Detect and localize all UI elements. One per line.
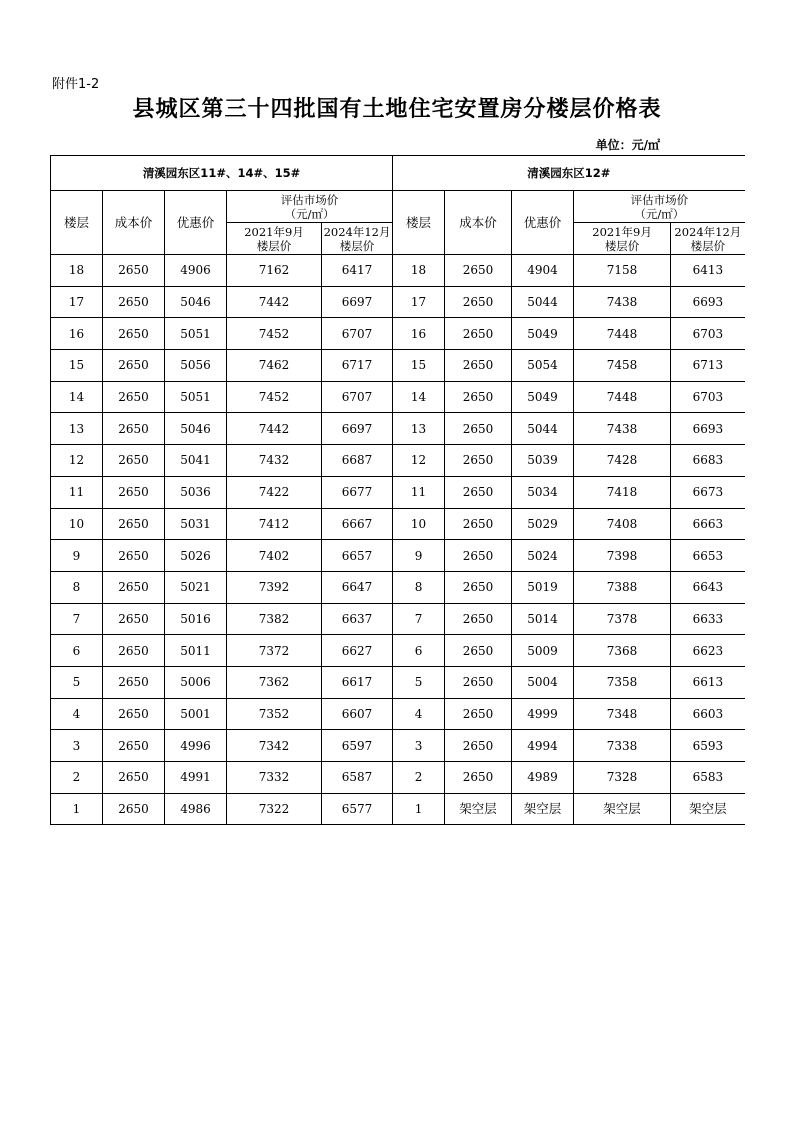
left-discount-price-cell: 5051 <box>165 318 227 350</box>
left-price-2024-cell: 6687 <box>322 445 393 477</box>
left-cost-price-cell: 2650 <box>103 730 165 762</box>
left-discount-price-cell: 4906 <box>165 255 227 287</box>
table-row <box>51 571 745 603</box>
left-price-2024-cell: 6707 <box>322 381 393 413</box>
right-cost-price-cell: 2650 <box>445 381 512 413</box>
table-row <box>51 318 745 350</box>
right-price-2021-cell: 7428 <box>574 445 671 477</box>
right-cost-price-cell: 2650 <box>445 508 512 540</box>
right-cost-price-cell: 2650 <box>445 571 512 603</box>
left-price-2024-cell: 6577 <box>322 793 393 825</box>
left-cost-price-cell: 2650 <box>103 603 165 635</box>
left-price-2024-cell: 6697 <box>322 413 393 445</box>
right-floor-cell: 16 <box>393 318 445 350</box>
right-floor-cell: 18 <box>393 255 445 287</box>
left-price-2024-cell: 6647 <box>322 571 393 603</box>
right-price-2024-cell: 6693 <box>671 413 745 445</box>
left-floor-cell: 18 <box>51 255 103 287</box>
right-price-2024-cell: 6593 <box>671 730 745 762</box>
left-floor-cell: 8 <box>51 571 103 603</box>
left-floor-cell: 14 <box>51 381 103 413</box>
left-cost-price-cell: 2650 <box>103 350 165 382</box>
right-price-2024-cell: 6413 <box>671 255 745 287</box>
right-price-2021-cell: 7358 <box>574 666 671 698</box>
right-cost-price-cell: 2650 <box>445 476 512 508</box>
table-row <box>51 381 745 413</box>
right-price-2024-cell: 6603 <box>671 698 745 730</box>
right-cost-price-cell: 2650 <box>445 762 512 794</box>
right-discount-price-cell: 5044 <box>512 413 574 445</box>
right-floor-cell: 6 <box>393 635 445 667</box>
table-row <box>51 603 745 635</box>
right-floor-cell: 11 <box>393 476 445 508</box>
left-floor-cell: 15 <box>51 350 103 382</box>
right-floor-cell: 13 <box>393 413 445 445</box>
price-2024-header-left: 2024年12月 楼层价 <box>322 223 393 255</box>
price-2021-header-left: 2021年9月 楼层价 <box>227 223 322 255</box>
price-2021-header-right: 2021年9月 楼层价 <box>574 223 671 255</box>
left-cost-price-cell: 2650 <box>103 318 165 350</box>
market-price-header-left: 评估市场价 （元/㎡） <box>227 191 393 223</box>
left-discount-price-cell: 4996 <box>165 730 227 762</box>
discount-price-header-left: 优惠价 <box>165 191 227 255</box>
left-discount-price-cell: 5026 <box>165 540 227 572</box>
right-price-2024-cell: 6703 <box>671 318 745 350</box>
right-cost-price-cell: 2650 <box>445 666 512 698</box>
left-price-2021-cell: 7382 <box>227 603 322 635</box>
left-cost-price-cell: 2650 <box>103 540 165 572</box>
left-discount-price-cell: 5051 <box>165 381 227 413</box>
price-table <box>50 155 745 825</box>
right-discount-price-cell: 5009 <box>512 635 574 667</box>
right-price-2021-cell: 7398 <box>574 540 671 572</box>
right-price-2024-cell: 6703 <box>671 381 745 413</box>
right-cost-price-cell: 2650 <box>445 603 512 635</box>
right-price-2024-cell: 6683 <box>671 445 745 477</box>
right-floor-cell: 12 <box>393 445 445 477</box>
left-price-2021-cell: 7462 <box>227 350 322 382</box>
right-discount-price-cell: 5039 <box>512 445 574 477</box>
right-price-2024-cell: 6623 <box>671 635 745 667</box>
left-price-2024-cell: 6617 <box>322 666 393 698</box>
left-discount-price-cell: 5016 <box>165 603 227 635</box>
left-floor-cell: 10 <box>51 508 103 540</box>
right-price-2021-cell: 7158 <box>574 255 671 287</box>
right-discount-price-cell: 4904 <box>512 255 574 287</box>
left-cost-price-cell: 2650 <box>103 445 165 477</box>
right-price-2021-cell: 7338 <box>574 730 671 762</box>
left-discount-price-cell: 5006 <box>165 666 227 698</box>
right-discount-price-cell: 5019 <box>512 571 574 603</box>
attachment-label: 附件1-2 <box>52 77 100 92</box>
left-discount-price-cell: 5001 <box>165 698 227 730</box>
left-discount-price-cell: 5056 <box>165 350 227 382</box>
right-cost-price-cell: 2650 <box>445 635 512 667</box>
right-discount-price-cell: 4994 <box>512 730 574 762</box>
left-price-2021-cell: 7422 <box>227 476 322 508</box>
left-price-2024-cell: 6697 <box>322 286 393 318</box>
right-price-2021-cell: 7438 <box>574 413 671 445</box>
left-cost-price-cell: 2650 <box>103 508 165 540</box>
right-cost-price-cell: 2650 <box>445 413 512 445</box>
right-cost-price-cell: 2650 <box>445 286 512 318</box>
left-price-2024-cell: 6657 <box>322 540 393 572</box>
right-floor-cell: 3 <box>393 730 445 762</box>
right-price-2021-cell: 7388 <box>574 571 671 603</box>
left-floor-cell: 9 <box>51 540 103 572</box>
left-discount-price-cell: 5011 <box>165 635 227 667</box>
right-price-2021-cell: 7458 <box>574 350 671 382</box>
left-discount-price-cell: 4991 <box>165 762 227 794</box>
right-floor-cell: 2 <box>393 762 445 794</box>
right-cost-price-cell: 2650 <box>445 730 512 762</box>
right-floor-cell: 14 <box>393 381 445 413</box>
right-discount-price-cell: 5014 <box>512 603 574 635</box>
right-discount-price-cell: 5044 <box>512 286 574 318</box>
table-row <box>51 762 745 794</box>
table-row <box>51 286 745 318</box>
left-discount-price-cell: 4986 <box>165 793 227 825</box>
right-discount-price-cell: 4999 <box>512 698 574 730</box>
right-price-2021-cell: 7438 <box>574 286 671 318</box>
right-cost-price-cell: 2650 <box>445 318 512 350</box>
left-cost-price-cell: 2650 <box>103 255 165 287</box>
left-price-2021-cell: 7402 <box>227 540 322 572</box>
discount-price-header-right: 优惠价 <box>512 191 574 255</box>
left-floor-cell: 7 <box>51 603 103 635</box>
right-price-2021-cell: 架空层 <box>574 793 671 825</box>
left-discount-price-cell: 5036 <box>165 476 227 508</box>
right-price-2021-cell: 7418 <box>574 476 671 508</box>
right-cost-price-cell: 2650 <box>445 255 512 287</box>
right-price-2024-cell: 6653 <box>671 540 745 572</box>
right-discount-price-cell: 5029 <box>512 508 574 540</box>
left-discount-price-cell: 5046 <box>165 286 227 318</box>
right-discount-price-cell: 5024 <box>512 540 574 572</box>
table-row <box>51 255 745 287</box>
right-cost-price-cell: 2650 <box>445 540 512 572</box>
left-floor-cell: 16 <box>51 318 103 350</box>
right-cost-price-cell: 架空层 <box>445 793 512 825</box>
table-row <box>51 698 745 730</box>
left-floor-cell: 1 <box>51 793 103 825</box>
right-price-2024-cell: 6643 <box>671 571 745 603</box>
right-floor-cell: 9 <box>393 540 445 572</box>
right-floor-cell: 5 <box>393 666 445 698</box>
left-price-2024-cell: 6677 <box>322 476 393 508</box>
left-price-2024-cell: 6707 <box>322 318 393 350</box>
left-cost-price-cell: 2650 <box>103 635 165 667</box>
right-price-2021-cell: 7348 <box>574 698 671 730</box>
left-price-2021-cell: 7352 <box>227 698 322 730</box>
left-floor-cell: 12 <box>51 445 103 477</box>
left-price-2024-cell: 6597 <box>322 730 393 762</box>
right-group-header: 清溪园东区12# <box>393 156 745 191</box>
left-price-2024-cell: 6717 <box>322 350 393 382</box>
right-price-2024-cell: 6613 <box>671 666 745 698</box>
left-floor-cell: 3 <box>51 730 103 762</box>
left-cost-price-cell: 2650 <box>103 286 165 318</box>
left-price-2024-cell: 6417 <box>322 255 393 287</box>
right-floor-cell: 7 <box>393 603 445 635</box>
table-row <box>51 445 745 477</box>
left-cost-price-cell: 2650 <box>103 413 165 445</box>
table-row <box>51 476 745 508</box>
left-cost-price-cell: 2650 <box>103 476 165 508</box>
left-price-2021-cell: 7452 <box>227 318 322 350</box>
left-discount-price-cell: 5021 <box>165 571 227 603</box>
right-discount-price-cell: 5054 <box>512 350 574 382</box>
cost-price-header-left: 成本价 <box>103 191 165 255</box>
left-price-2021-cell: 7162 <box>227 255 322 287</box>
right-discount-price-cell: 4989 <box>512 762 574 794</box>
left-price-2024-cell: 6667 <box>322 508 393 540</box>
left-floor-cell: 6 <box>51 635 103 667</box>
unit-label: 单位：元/㎡ <box>595 138 660 152</box>
right-price-2021-cell: 7408 <box>574 508 671 540</box>
right-cost-price-cell: 2650 <box>445 445 512 477</box>
table-row <box>51 413 745 445</box>
right-price-2024-cell: 6713 <box>671 350 745 382</box>
left-price-2021-cell: 7442 <box>227 286 322 318</box>
right-discount-price-cell: 5034 <box>512 476 574 508</box>
right-floor-cell: 1 <box>393 793 445 825</box>
left-price-2024-cell: 6627 <box>322 635 393 667</box>
table-row <box>51 635 745 667</box>
left-floor-cell: 17 <box>51 286 103 318</box>
right-price-2024-cell: 架空层 <box>671 793 745 825</box>
left-price-2024-cell: 6587 <box>322 762 393 794</box>
right-price-2024-cell: 6583 <box>671 762 745 794</box>
left-price-2021-cell: 7412 <box>227 508 322 540</box>
table-row <box>51 666 745 698</box>
left-cost-price-cell: 2650 <box>103 571 165 603</box>
right-floor-cell: 17 <box>393 286 445 318</box>
left-cost-price-cell: 2650 <box>103 698 165 730</box>
right-price-2021-cell: 7448 <box>574 318 671 350</box>
right-price-2021-cell: 7368 <box>574 635 671 667</box>
right-price-2024-cell: 6673 <box>671 476 745 508</box>
left-price-2021-cell: 7362 <box>227 666 322 698</box>
right-discount-price-cell: 架空层 <box>512 793 574 825</box>
right-floor-cell: 10 <box>393 508 445 540</box>
price-2024-header-right: 2024年12月 楼层价 <box>671 223 745 255</box>
left-discount-price-cell: 5031 <box>165 508 227 540</box>
left-cost-price-cell: 2650 <box>103 762 165 794</box>
left-cost-price-cell: 2650 <box>103 666 165 698</box>
left-floor-cell: 2 <box>51 762 103 794</box>
left-group-header: 清溪园东区11#、14#、15# <box>51 156 393 191</box>
left-cost-price-cell: 2650 <box>103 381 165 413</box>
right-floor-cell: 8 <box>393 571 445 603</box>
right-floor-cell: 4 <box>393 698 445 730</box>
left-floor-cell: 13 <box>51 413 103 445</box>
right-price-2021-cell: 7448 <box>574 381 671 413</box>
market-price-header-right: 评估市场价 （元/㎡） <box>574 191 745 223</box>
page-title: 县城区第三十四批国有土地住宅安置房分楼层价格表 <box>132 96 662 122</box>
table-row <box>51 793 745 825</box>
left-price-2024-cell: 6637 <box>322 603 393 635</box>
left-price-2021-cell: 7342 <box>227 730 322 762</box>
right-price-2021-cell: 7378 <box>574 603 671 635</box>
left-price-2021-cell: 7322 <box>227 793 322 825</box>
right-discount-price-cell: 5004 <box>512 666 574 698</box>
table-row <box>51 350 745 382</box>
left-price-2021-cell: 7372 <box>227 635 322 667</box>
right-price-2024-cell: 6633 <box>671 603 745 635</box>
left-price-2021-cell: 7432 <box>227 445 322 477</box>
left-floor-cell: 4 <box>51 698 103 730</box>
floor-header-left: 楼层 <box>51 191 103 255</box>
right-price-2024-cell: 6663 <box>671 508 745 540</box>
right-floor-cell: 15 <box>393 350 445 382</box>
table-row <box>51 508 745 540</box>
table-row <box>51 540 745 572</box>
cost-price-header-right: 成本价 <box>445 191 512 255</box>
left-floor-cell: 5 <box>51 666 103 698</box>
left-price-2021-cell: 7392 <box>227 571 322 603</box>
floor-header-right: 楼层 <box>393 191 445 255</box>
left-discount-price-cell: 5046 <box>165 413 227 445</box>
left-cost-price-cell: 2650 <box>103 793 165 825</box>
right-cost-price-cell: 2650 <box>445 350 512 382</box>
right-price-2024-cell: 6693 <box>671 286 745 318</box>
right-cost-price-cell: 2650 <box>445 698 512 730</box>
left-price-2021-cell: 7442 <box>227 413 322 445</box>
table-row <box>51 730 745 762</box>
left-price-2024-cell: 6607 <box>322 698 393 730</box>
left-floor-cell: 11 <box>51 476 103 508</box>
left-price-2021-cell: 7332 <box>227 762 322 794</box>
left-discount-price-cell: 5041 <box>165 445 227 477</box>
left-price-2021-cell: 7452 <box>227 381 322 413</box>
right-discount-price-cell: 5049 <box>512 318 574 350</box>
right-discount-price-cell: 5049 <box>512 381 574 413</box>
right-price-2021-cell: 7328 <box>574 762 671 794</box>
